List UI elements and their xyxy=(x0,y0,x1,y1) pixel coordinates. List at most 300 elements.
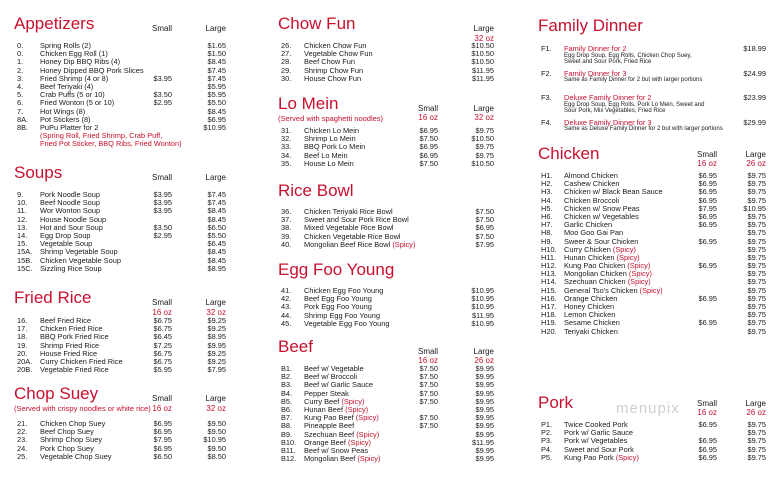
large-price: $9.75 xyxy=(747,444,766,454)
section-chicken xyxy=(538,144,766,336)
item-name-text: Pork Noodle Soup xyxy=(40,190,100,199)
large-price: $8.50 xyxy=(207,451,226,461)
large-size-oz: 26 oz xyxy=(474,356,494,365)
large-price: $9.75 xyxy=(747,228,766,238)
item-name-text: Curry Chicken xyxy=(564,244,611,254)
spicy-tag: (Spicy) xyxy=(628,269,652,279)
large-price: $10.95 xyxy=(203,435,226,445)
item-name-text: Beef Fried Rice xyxy=(40,316,91,325)
family-dinner-item xyxy=(538,44,766,69)
section-title: Pork xyxy=(538,393,573,412)
small-size-label: Small xyxy=(151,173,172,182)
menu-items xyxy=(538,421,766,462)
item-name-text: Mongolian Beef xyxy=(304,454,356,464)
item-description: Egg Drop Soup, Egg Rolls, Chicken Chop Suey, xyxy=(564,52,692,59)
item-name-text: Chicken Vegetable Rice Bowl xyxy=(304,231,401,241)
item-number: 0. xyxy=(17,41,24,50)
large-price: $8.45 xyxy=(207,106,226,116)
section-title: Soups xyxy=(14,163,63,182)
menu-items xyxy=(14,42,240,148)
spicy-tag: (Spicy) xyxy=(341,396,365,406)
small-size-oz: 16 oz xyxy=(697,159,717,168)
large-price: $8.95 xyxy=(207,332,226,342)
item-name-text: Pineapple Beef xyxy=(304,421,355,431)
item-number: B8. xyxy=(281,421,293,431)
large-price: $6.45 xyxy=(207,239,226,249)
small-price: $3.95 xyxy=(153,73,172,83)
item-name-text: Mixed Vegetable Rice Bowl xyxy=(304,223,394,233)
small-price: $6.95 xyxy=(698,236,717,246)
item-number: 26. xyxy=(281,41,292,50)
item-number: 12. xyxy=(17,214,28,224)
small-price: $7.95 xyxy=(153,435,172,445)
large-price: $9.75 xyxy=(747,244,766,254)
large-price: $9.75 xyxy=(747,179,766,189)
menu-items xyxy=(538,172,766,336)
large-price: $5.95 xyxy=(207,90,226,100)
item-number: 1. xyxy=(17,57,24,67)
item-number: P1. xyxy=(541,420,553,429)
small-size-oz: 16 oz xyxy=(418,113,438,122)
small-price: $6.95 xyxy=(419,126,438,135)
large-price: $8.45 xyxy=(207,206,226,216)
item-name-text: Szechuan Beef xyxy=(304,429,355,439)
large-price: $7.50 xyxy=(475,231,494,241)
item-name-text: Chicken w/ Black Bean Sauce xyxy=(564,187,663,197)
item-number: H13. xyxy=(541,269,557,279)
menu-item xyxy=(278,75,496,83)
small-price: $6.95 xyxy=(698,171,717,180)
item-number: H1. xyxy=(541,171,553,180)
large-price: $8.95 xyxy=(207,263,226,273)
small-price: $6.95 xyxy=(698,318,717,328)
small-price: $7.50 xyxy=(419,380,438,390)
menu-item xyxy=(14,265,240,273)
item-name-text: Pork w/ Vegetables xyxy=(564,436,628,446)
item-number: 34. xyxy=(281,150,292,160)
item-name-text: Sweet and Sour Pork Rice Bowl xyxy=(304,215,409,225)
item-number: 0. xyxy=(17,49,24,59)
large-price: $10.95 xyxy=(471,302,494,312)
section-beef xyxy=(278,337,496,464)
large-price: $10.50 xyxy=(471,41,494,50)
small-price: $7.50 xyxy=(419,421,438,431)
item-name-text: Beef Noodle Soup xyxy=(40,198,100,208)
small-price: $6.95 xyxy=(698,420,717,429)
item-name xyxy=(564,328,618,336)
item-name-text: Chicken Vegetable Soup xyxy=(40,255,121,265)
item-number: 31. xyxy=(281,126,292,135)
item-name-text: Pork Chop Suey xyxy=(40,443,94,453)
item-name-text: Kung Pao Pork xyxy=(564,452,614,462)
price: $29.99 xyxy=(743,117,766,127)
menu-items xyxy=(14,317,240,374)
item-name-text: Fried Shrimp (4 or 8) xyxy=(40,73,109,83)
spicy-tag: (Spicy) xyxy=(357,454,381,464)
large-price: $9.95 xyxy=(475,404,494,414)
item-number: H2. xyxy=(541,179,553,189)
section-subtitle: (Served with spaghetti noodles) xyxy=(278,114,384,123)
spicy-tag: (Spicy) xyxy=(612,244,636,254)
large-price: $9.95 xyxy=(475,388,494,398)
description-text: (Spring Roll, Fried Shrimp, Crab Puff, xyxy=(40,131,163,141)
item-number: 5. xyxy=(17,90,24,100)
item-number: B4. xyxy=(281,388,293,398)
item-name-text: Hunan Chicken xyxy=(564,252,615,262)
item-number: P4. xyxy=(541,444,553,454)
item-description: Egg Drop Soup, Egg Rolls, Pork Lo Mein, Sweet and xyxy=(564,101,705,108)
small-price: $6.95 xyxy=(698,436,717,446)
small-price: $7.95 xyxy=(698,203,717,213)
item-name-text: Curry Chicken Fried Rice xyxy=(40,356,123,366)
large-price: $11.95 xyxy=(471,437,494,447)
section-title: Beef xyxy=(278,337,313,356)
item-name-text: Orange Chicken xyxy=(564,293,618,303)
item-description: Sweet and Sour Pork, Fried Rice xyxy=(564,59,652,65)
small-size-oz: 16 oz xyxy=(152,308,172,317)
menu-item xyxy=(538,328,766,336)
item-name-text: Egg Drop Soup xyxy=(40,230,91,240)
large-price: $8.45 xyxy=(207,214,226,224)
price: $18.99 xyxy=(743,44,766,53)
small-price: $7.50 xyxy=(419,134,438,144)
item-name-text: Szechuan Chicken xyxy=(564,277,626,287)
large-price: $9.75 xyxy=(747,436,766,446)
small-price: $6.75 xyxy=(153,348,172,358)
item-number: 44. xyxy=(281,310,292,320)
large-price: $6.50 xyxy=(207,222,226,232)
spicy-tag: (Spicy) xyxy=(615,452,639,462)
item-name-text: Kung Pao Beef xyxy=(304,413,354,423)
section-chopsuey xyxy=(14,384,240,461)
item-number: 17. xyxy=(17,324,28,334)
item-name-text: Chicken Egg Roll (1) xyxy=(40,49,108,59)
item-name-text: Beef Egg Foo Young xyxy=(304,294,372,304)
item-name-text: Sesame Chicken xyxy=(564,318,620,328)
item-number: B11. xyxy=(281,445,296,455)
large-size-label: Large xyxy=(205,394,226,403)
menu-item xyxy=(278,160,496,168)
item-number: 2. xyxy=(17,65,24,75)
item-name-text: Beef Lo Mein xyxy=(304,150,348,160)
menu-column-1 xyxy=(14,0,240,491)
large-price: $9.25 xyxy=(207,316,226,325)
small-size-label: Small xyxy=(151,394,172,403)
item-name-text: House Chow Fun xyxy=(304,73,362,83)
item-name-text: Beef w/ Broccoli xyxy=(304,372,357,382)
small-price: $6.95 xyxy=(698,179,717,189)
item-number: H12. xyxy=(541,261,557,271)
item-name-text: Sizzling Rice Soup xyxy=(40,263,102,273)
large-price: $10.50 xyxy=(471,134,494,144)
item-number: 36. xyxy=(281,207,292,216)
item-number: F2. xyxy=(541,68,552,78)
item-number: 20B. xyxy=(17,365,33,375)
item-number: B9. xyxy=(281,429,293,439)
section-appetizers xyxy=(14,14,240,149)
item-name xyxy=(304,75,361,83)
large-price: $9.50 xyxy=(207,443,226,453)
large-size-oz: 26 oz xyxy=(746,408,766,417)
section-title: Chow Fun xyxy=(278,14,356,33)
large-price: $9.75 xyxy=(747,277,766,287)
section-ricebowl xyxy=(278,181,496,249)
item-name-text: PuPu Platter for 2 xyxy=(40,122,99,132)
item-number: 15B. xyxy=(17,255,33,265)
family-dinner-item xyxy=(538,93,766,118)
item-number: P5. xyxy=(541,452,553,462)
large-price: $6.95 xyxy=(207,114,226,124)
item-number: 21. xyxy=(17,419,28,428)
large-price: $8.45 xyxy=(207,247,226,257)
large-price: $7.45 xyxy=(207,190,226,199)
item-name-text: Spring Rolls (2) xyxy=(40,41,91,50)
menu-items xyxy=(278,365,496,463)
large-price: $9.95 xyxy=(475,413,494,423)
large-price: $5.50 xyxy=(207,230,226,240)
item-name-text: Shrimp Egg Foo Young xyxy=(304,310,381,320)
section-title: Lo Mein xyxy=(278,94,339,113)
item-name-text: Shrimp Lo Mein xyxy=(304,134,356,144)
item-name-text: Wor Wonton Soup xyxy=(40,206,101,216)
item-number: H3. xyxy=(541,187,553,197)
menu-item xyxy=(14,366,240,374)
large-price: $10.95 xyxy=(203,122,226,132)
item-number: 39. xyxy=(281,231,292,241)
item-number: F3. xyxy=(541,93,552,102)
large-price: $10.95 xyxy=(471,286,494,295)
large-price: $9.75 xyxy=(747,285,766,295)
small-price: $6.95 xyxy=(698,444,717,454)
item-number: 27. xyxy=(281,49,292,59)
large-price: $5.95 xyxy=(207,81,226,91)
item-number: 19. xyxy=(17,340,28,350)
item-name-text: Cashew Chicken xyxy=(564,179,620,189)
large-size-label: Large xyxy=(205,173,226,182)
large-price: $10.50 xyxy=(471,57,494,67)
item-name-text: Chicken Egg Foo Young xyxy=(304,286,384,295)
item-number: 20A. xyxy=(17,356,33,366)
item-number: P3. xyxy=(541,436,553,446)
item-number: 28. xyxy=(281,57,292,67)
large-price: $9.75 xyxy=(475,142,494,152)
price: $23.99 xyxy=(743,93,766,102)
item-name-text: Mongolian Chicken xyxy=(564,269,627,279)
large-size-label: Large xyxy=(205,298,226,307)
large-price: $7.95 xyxy=(475,239,494,249)
item-number: 23. xyxy=(17,435,28,445)
item-number: B12. xyxy=(281,454,297,464)
item-name xyxy=(564,454,639,462)
large-size-label: Large xyxy=(745,150,766,159)
item-number: 11. xyxy=(17,206,27,216)
item-description: Same as Deluxe Family Dinner for 2 but with larger portions xyxy=(564,126,723,132)
item-number: H16. xyxy=(541,293,557,303)
section-friedrice xyxy=(14,288,240,375)
item-number: 42. xyxy=(281,294,292,304)
item-name-text: General Tso's Chicken xyxy=(564,285,638,295)
menu-column-3 xyxy=(538,0,766,491)
menu-items xyxy=(278,42,496,83)
item-name-text: Mongolian Beef Rice Bowl xyxy=(304,239,391,249)
large-price: $11.95 xyxy=(471,65,494,75)
family-dinner-item xyxy=(538,118,766,140)
item-name-text: BBQ Pork Fried Rice xyxy=(40,332,109,342)
small-price: $3.95 xyxy=(153,206,172,216)
item-number: H17. xyxy=(541,302,557,311)
item-number: B1. xyxy=(281,364,293,373)
item-name xyxy=(40,265,102,273)
spicy-tag: (Spicy) xyxy=(356,429,380,439)
item-number: 38. xyxy=(281,223,292,233)
large-price: $9.75 xyxy=(475,150,494,160)
item-number: B6. xyxy=(281,404,293,414)
item-name xyxy=(304,241,415,249)
section-title: Rice Bowl xyxy=(278,181,354,200)
item-number: 30. xyxy=(281,73,292,83)
item-number: 15C. xyxy=(17,263,33,273)
large-price: $9.95 xyxy=(475,445,494,455)
item-name-text: Fried Wonton (5 or 10) xyxy=(40,98,115,108)
large-price: $7.45 xyxy=(207,198,226,208)
large-price: $9.50 xyxy=(207,419,226,428)
item-name-text: Shrimp Chow Fun xyxy=(304,65,364,75)
large-size-label: Large xyxy=(473,104,494,113)
description-text: Fried Pot Sticker, BBQ Ribs, Fried Wonton) xyxy=(40,139,182,149)
item-name-text: Beef Chop Suey xyxy=(40,427,94,437)
large-price: $7.95 xyxy=(207,365,226,375)
small-price: $3.50 xyxy=(153,222,172,232)
item-name-text: Beef w/ Snow Peas xyxy=(304,445,369,455)
large-size-oz: 32 oz xyxy=(206,404,226,413)
item-number: B2. xyxy=(281,372,293,382)
item-number: 16. xyxy=(17,316,28,325)
item-name-text: Beef Teriyaki (4) xyxy=(40,81,94,91)
large-price: $9.75 xyxy=(747,220,766,230)
item-name-text: Beef w/ Vegetable xyxy=(304,364,364,373)
item-number: B7. xyxy=(281,413,293,423)
item-number: F1. xyxy=(541,44,552,53)
large-price: $10.50 xyxy=(471,49,494,59)
small-price: $3.50 xyxy=(153,90,172,100)
item-number: H6. xyxy=(541,211,553,221)
large-price: $9.95 xyxy=(207,340,226,350)
item-name-text: Chicken Broccoli xyxy=(564,195,620,205)
large-price: $5.50 xyxy=(207,98,226,108)
item-name-text: Moo Goo Gai Pan xyxy=(564,228,624,238)
small-price: $6.95 xyxy=(698,220,717,230)
large-price: $11.95 xyxy=(471,310,494,320)
item-name-text: Garlic Chicken xyxy=(564,220,613,230)
item-name xyxy=(40,453,112,461)
large-size-label: Large xyxy=(473,24,494,33)
spicy-tag: (Spicy) xyxy=(347,437,371,447)
small-size-oz: 16 oz xyxy=(152,404,172,413)
menu-item xyxy=(278,241,496,249)
small-price: $6.75 xyxy=(153,324,172,334)
item-number: 9. xyxy=(17,190,24,199)
item-name-text: Pot Stickers (8) xyxy=(40,114,91,124)
small-size-label: Small xyxy=(417,347,438,356)
item-name-text: Shrimp Chop Suey xyxy=(40,435,103,445)
large-price: $1.65 xyxy=(207,41,226,50)
large-price: $7.45 xyxy=(207,73,226,83)
section-title: Chop Suey xyxy=(14,384,99,403)
large-price: $11.95 xyxy=(471,73,494,83)
item-number: 3. xyxy=(17,73,24,83)
spicy-tag: (Spicy) xyxy=(627,277,651,287)
small-price: $6.50 xyxy=(153,451,172,461)
small-price: $6.75 xyxy=(153,356,172,366)
item-name-text: Pepper Steak xyxy=(304,388,349,398)
item-number: 14. xyxy=(17,230,28,240)
item-number: 45. xyxy=(281,318,292,328)
large-price: $9.75 xyxy=(747,187,766,197)
item-name-text: House Noodle Soup xyxy=(40,214,107,224)
menu-item xyxy=(278,320,496,328)
item-number: P2. xyxy=(541,428,553,438)
item-name-text: Pork Egg Foo Young xyxy=(304,302,372,312)
small-size-label: Small xyxy=(696,399,717,408)
spicy-tag: (Spicy) xyxy=(616,252,640,262)
item-name-text: Lemon Chicken xyxy=(564,310,616,320)
section-soups xyxy=(14,163,240,273)
small-price: $6.75 xyxy=(153,316,172,325)
small-price: $6.95 xyxy=(419,142,438,152)
large-size-label: Large xyxy=(205,24,226,33)
item-name-text: Beef Chow Fun xyxy=(304,57,355,67)
large-price: $9.25 xyxy=(207,356,226,366)
item-number: H7. xyxy=(541,220,553,230)
item-name: Family Dinner for 3 xyxy=(564,68,627,78)
item-name-text: Sweer & Sour Chicken xyxy=(564,236,639,246)
menu-item xyxy=(278,455,496,463)
large-price: $1.50 xyxy=(207,49,226,59)
large-price: $9.75 xyxy=(747,452,766,462)
spicy-tag: (Spicy) xyxy=(627,261,651,271)
large-price: $9.95 xyxy=(475,372,494,382)
large-price: $9.75 xyxy=(747,236,766,246)
item-name-text: Chicken Chow Fun xyxy=(304,41,367,50)
large-price: $10.95 xyxy=(743,203,766,213)
small-price: $6.95 xyxy=(153,419,172,428)
item-description xyxy=(14,140,240,148)
section-lomein xyxy=(278,94,496,168)
small-size-oz: 16 oz xyxy=(418,356,438,365)
large-price: $9.75 xyxy=(747,293,766,303)
small-size-oz: 16 oz xyxy=(697,408,717,417)
item-number: 37. xyxy=(281,215,292,225)
item-name-text: Vegetable Egg Foo Young xyxy=(304,318,390,328)
item-name-text: Chicken Lo Mein xyxy=(304,126,360,135)
large-price: $10.95 xyxy=(471,294,494,304)
large-price: $9.95 xyxy=(475,454,494,464)
item-name-text: Hunan Beef xyxy=(304,404,344,414)
item-name-text: Hot Wings (8) xyxy=(40,106,86,116)
small-price: $3.95 xyxy=(153,190,172,199)
price: $24.99 xyxy=(743,68,766,78)
spicy-tag: (Spicy) xyxy=(392,239,416,249)
item-number: H19. xyxy=(541,318,557,328)
item-name-text: Honey Dip BBQ Ribs (4) xyxy=(40,57,121,67)
item-name xyxy=(304,160,354,168)
item-name-text: Vegetable Chop Suey xyxy=(40,451,112,461)
spicy-tag: (Spicy) xyxy=(345,404,369,414)
item-number: 8B. xyxy=(17,122,29,132)
section-subtitle: (Served with crispy noodles or white rice) xyxy=(14,404,151,413)
large-price: $7.50 xyxy=(475,215,494,225)
small-price: $7.50 xyxy=(419,364,438,373)
